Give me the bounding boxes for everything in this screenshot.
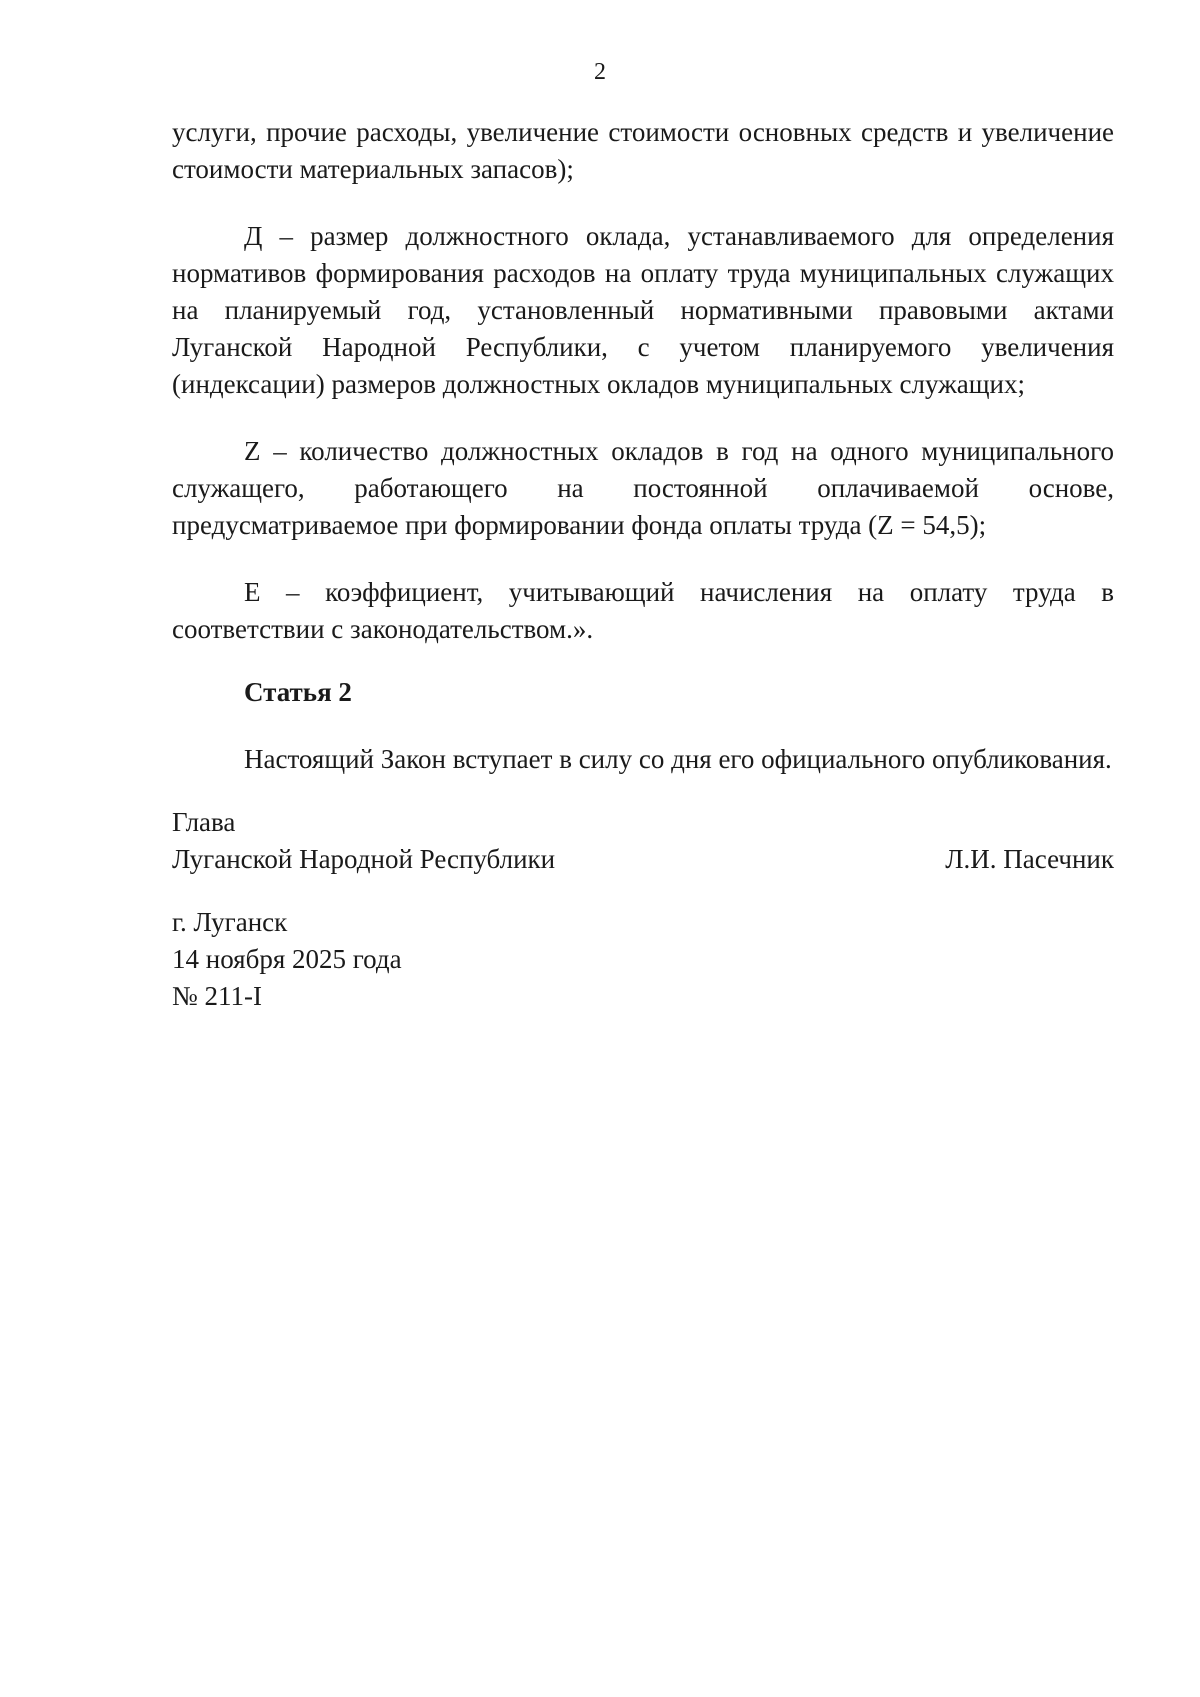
signatory-title-line1: Глава: [172, 807, 236, 837]
signature-row: [172, 841, 1114, 878]
paragraph-definition-e: Е – коэффициент, учитывающий начисления на оплату труда в соответствии с законодательством.».: [172, 577, 1114, 644]
paragraph-services: услуги, прочие расходы, увеличение стоимости основных средств и увеличение стоимости материальных запасов);: [172, 117, 1114, 184]
signatory-name: Л.И. Пасечник: [945, 844, 1114, 874]
place-date-block: [172, 904, 1114, 1015]
article-heading: Статья 2: [244, 677, 352, 707]
city: г. Луганск: [172, 907, 288, 937]
paragraph-definition-d: Д – размер должностного оклада, устанавливаемого для определения нормативов формирования расходов на оплату труда муниципальных служащих на планируемый год, установленный нормативными правовыми актами Луганской Народной Республики, с учетом планируемого увеличения (индексации) размеров должностных окладов муниципальных служащих;: [172, 221, 1114, 399]
document-body: [172, 114, 1114, 1015]
signature-block: [172, 804, 1114, 878]
paragraph-entry-into-force: Настоящий Закон вступает в силу со дня его официального опубликования.: [244, 744, 1112, 774]
law-number: № 211-I: [172, 981, 262, 1011]
page-number: 2: [594, 59, 606, 85]
date: 14 ноября 2025 года: [172, 944, 402, 974]
signatory-title-line2: Луганской Народной Республики: [172, 844, 556, 874]
paragraph-definition-z: Z – количество должностных окладов в год на одного муниципального служащего, работающего на постоянной оплачиваемой основе, предусматриваемое при формировании фонда оплаты труда (Z = 54,5);: [172, 436, 1114, 540]
